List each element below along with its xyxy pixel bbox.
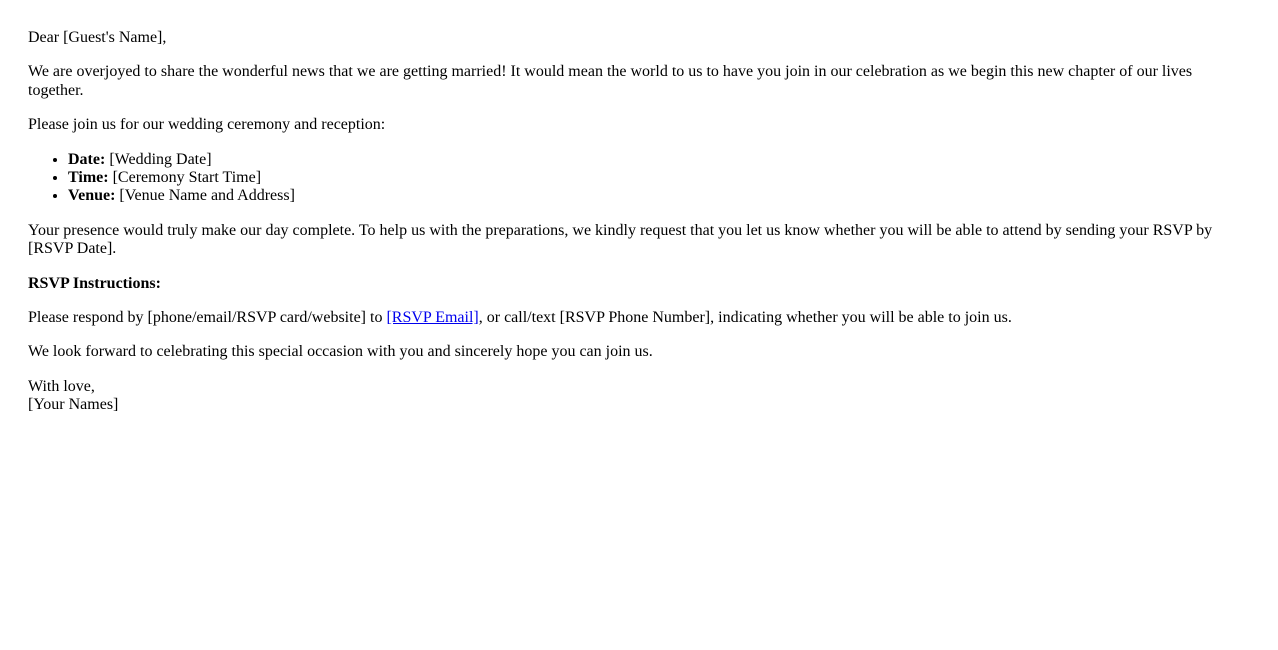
signature-block (28, 378, 1250, 415)
detail-label: Time: (68, 168, 109, 186)
rsvp-request-paragraph: Your presence would truly make our day complete. To help us with the preparations, we kindly request that you let us know whether you will be able to attend by sending your RSVP by [RSVP Date]. (28, 221, 1213, 258)
list-item-date (68, 151, 1250, 169)
intro-paragraph: We are overjoyed to share the wonderful news that we are getting married! It would mean the world to us to have you join in our celebration as we begin this new chapter of our lives together. (28, 63, 1193, 99)
detail-value: [Venue Name and Address] (119, 187, 295, 205)
detail-value: [Wedding Date] (109, 150, 212, 168)
rsvp-respond-paragraph (28, 309, 1250, 327)
rsvp-email-link[interactable]: [RSVP Email] (386, 308, 479, 326)
list-item-time (68, 169, 1250, 187)
detail-label: Venue: (68, 187, 116, 205)
signature: [Your Names] (28, 396, 119, 414)
detail-value: [Ceremony Start Time] (112, 168, 262, 186)
rsvp-instructions-heading: RSVP Instructions: (28, 274, 161, 292)
signoff: With love, (28, 377, 95, 395)
rsvp-after-link: , or call/text [RSVP Phone Number], indicating whether you will be able to join us. (478, 308, 1012, 326)
invite-line: Please join us for our wedding ceremony and reception: (28, 116, 386, 134)
rsvp-before-link: Please respond by [phone/email/RSVP card/website] to (28, 308, 387, 326)
wedding-details-list (28, 151, 1250, 206)
detail-label: Date: (68, 150, 106, 168)
closing-paragraph: We look forward to celebrating this special occasion with you and sincerely hope you can join us. (28, 343, 653, 361)
list-item-venue (68, 187, 1250, 205)
greeting: Dear [Guest's Name], (28, 29, 167, 46)
